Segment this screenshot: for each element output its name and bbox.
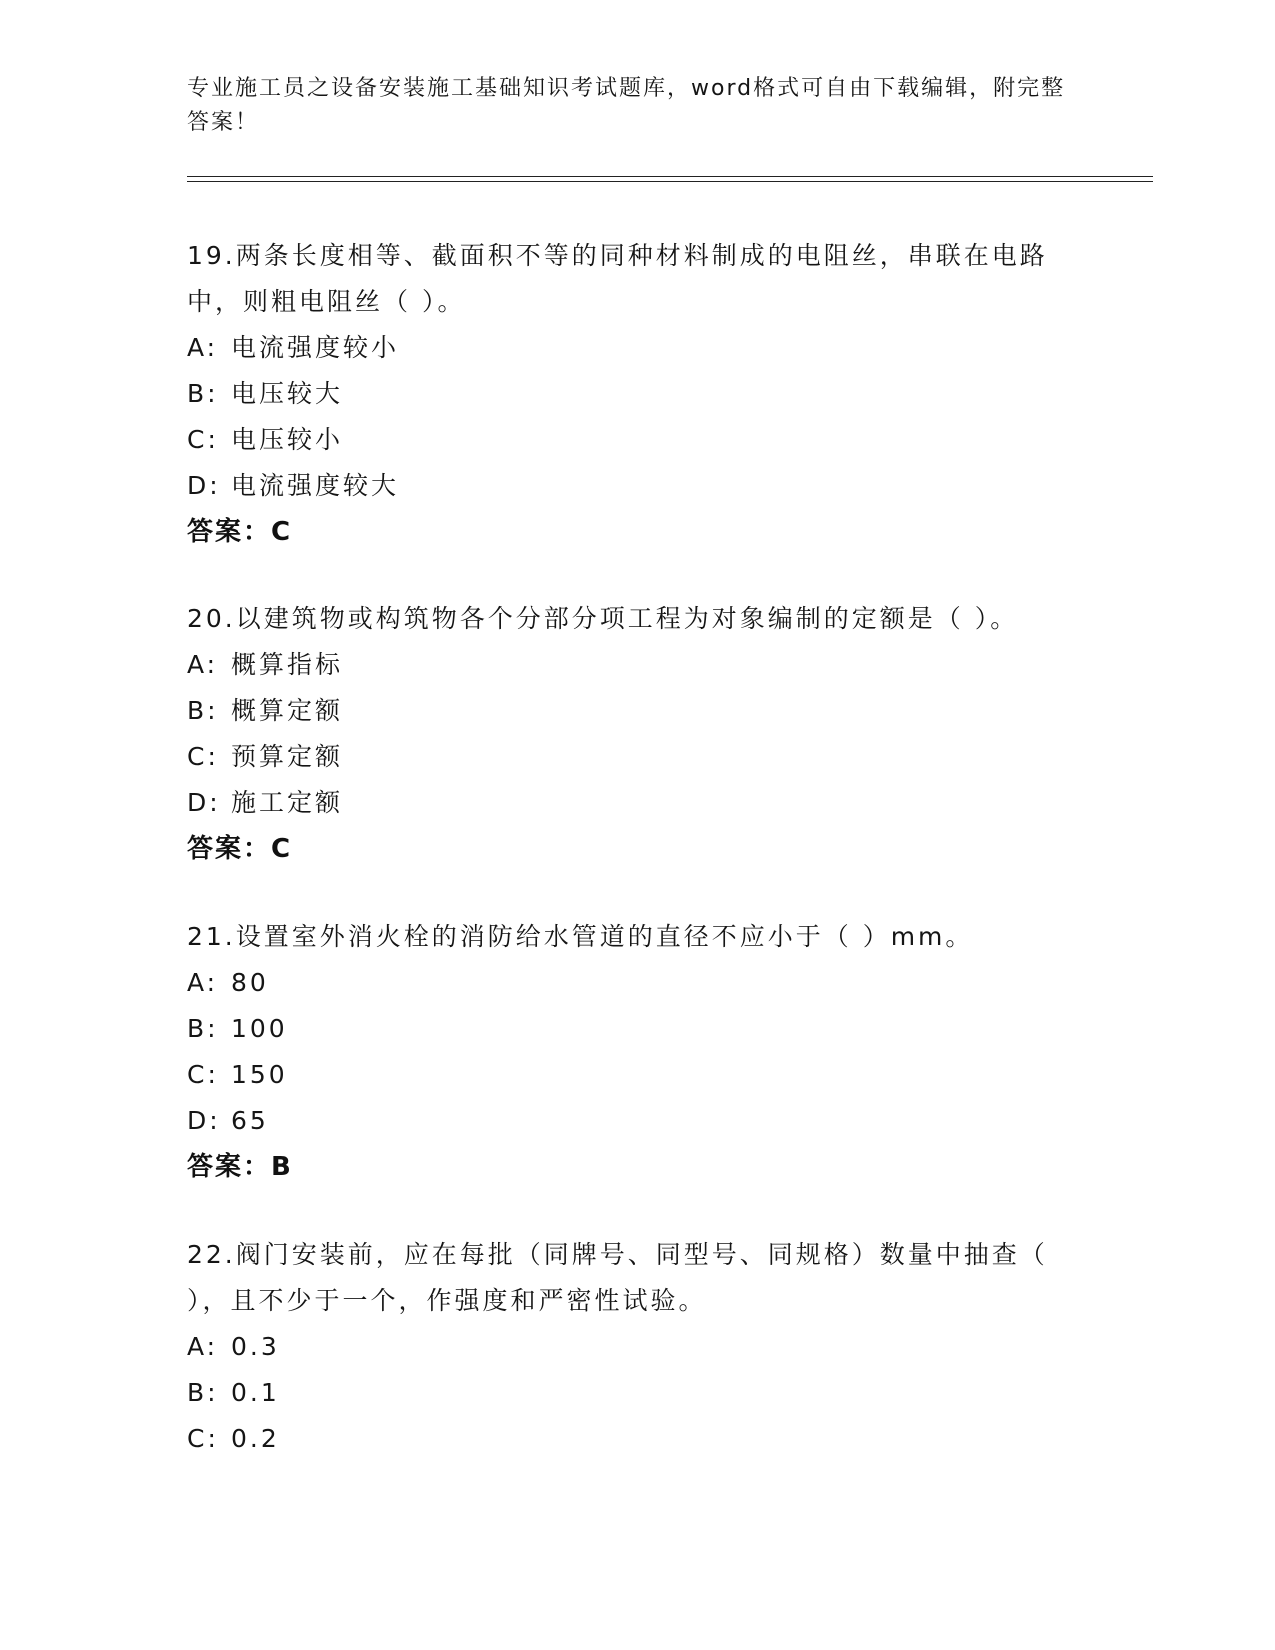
option-key: B: (187, 696, 219, 725)
option-d (187, 1098, 1087, 1144)
option-text: 150 (231, 1060, 288, 1089)
option-text: 预算定额 (231, 742, 344, 771)
option-a (187, 1324, 1087, 1370)
answer-line: 答案：B (187, 1152, 293, 1182)
option-c (187, 1052, 1087, 1098)
option-key: C: (187, 425, 219, 454)
option-c (187, 1416, 1087, 1462)
option-text: 施工定额 (231, 788, 344, 817)
option-key: A: (187, 968, 219, 997)
option-c (187, 417, 1087, 463)
question-19 (187, 233, 1087, 555)
question-22 (187, 1232, 1087, 1462)
option-key: C: (187, 1424, 219, 1453)
option-key: A: (187, 1332, 219, 1361)
option-c (187, 734, 1087, 780)
option-text: 电流强度较小 (231, 333, 400, 362)
option-text: 概算定额 (231, 696, 344, 725)
option-text: 电流强度较大 (231, 471, 400, 500)
question-20 (187, 596, 1087, 872)
option-text: 0.1 (231, 1378, 280, 1407)
header-text: 专业施工员之设备安装施工基础知识考试题库，word格式可自由下载编辑，附完整答案！ (187, 76, 1066, 135)
option-d (187, 463, 1087, 509)
option-b (187, 371, 1087, 417)
answer-line: 答案：C (187, 834, 293, 864)
option-key: A: (187, 650, 219, 679)
header-divider-bottom (187, 181, 1153, 182)
option-key: B: (187, 379, 219, 408)
header-divider-top (187, 176, 1153, 177)
option-b (187, 688, 1087, 734)
option-b (187, 1370, 1087, 1416)
option-text: 概算指标 (231, 650, 344, 679)
option-text: 65 (231, 1106, 269, 1135)
option-d (187, 780, 1087, 826)
option-b (187, 1006, 1087, 1052)
option-a (187, 642, 1087, 688)
option-key: C: (187, 742, 219, 771)
question-stem: 21.设置室外消火栓的消防给水管道的直径不应小于（ ）mm。 (187, 922, 974, 951)
option-key: B: (187, 1014, 219, 1043)
answer-line: 答案：C (187, 517, 293, 547)
option-key: B: (187, 1378, 219, 1407)
option-key: D: (187, 1106, 221, 1135)
option-key: D: (187, 471, 221, 500)
option-text: 100 (231, 1014, 288, 1043)
option-key: A: (187, 333, 219, 362)
option-key: D: (187, 788, 221, 817)
question-stem: 22.阀门安装前，应在每批（同牌号、同型号、同规格）数量中抽查（ ），且不少于一个，作强度和严密性试验。 (187, 1240, 1048, 1315)
question-stem: 19.两条长度相等、截面积不等的同种材料制成的电阻丝，串联在电路中，则粗电阻丝（ ）。 (187, 241, 1048, 316)
option-key: C: (187, 1060, 219, 1089)
option-text: 电压较小 (231, 425, 344, 454)
option-text: 0.3 (231, 1332, 280, 1361)
question-21 (187, 914, 1087, 1190)
option-text: 电压较大 (231, 379, 344, 408)
option-a (187, 325, 1087, 371)
option-a (187, 960, 1087, 1006)
option-text: 0.2 (231, 1424, 280, 1453)
question-stem: 20.以建筑物或构筑物各个分部分项工程为对象编制的定额是（ ）。 (187, 604, 1019, 633)
option-text: 80 (231, 968, 269, 997)
